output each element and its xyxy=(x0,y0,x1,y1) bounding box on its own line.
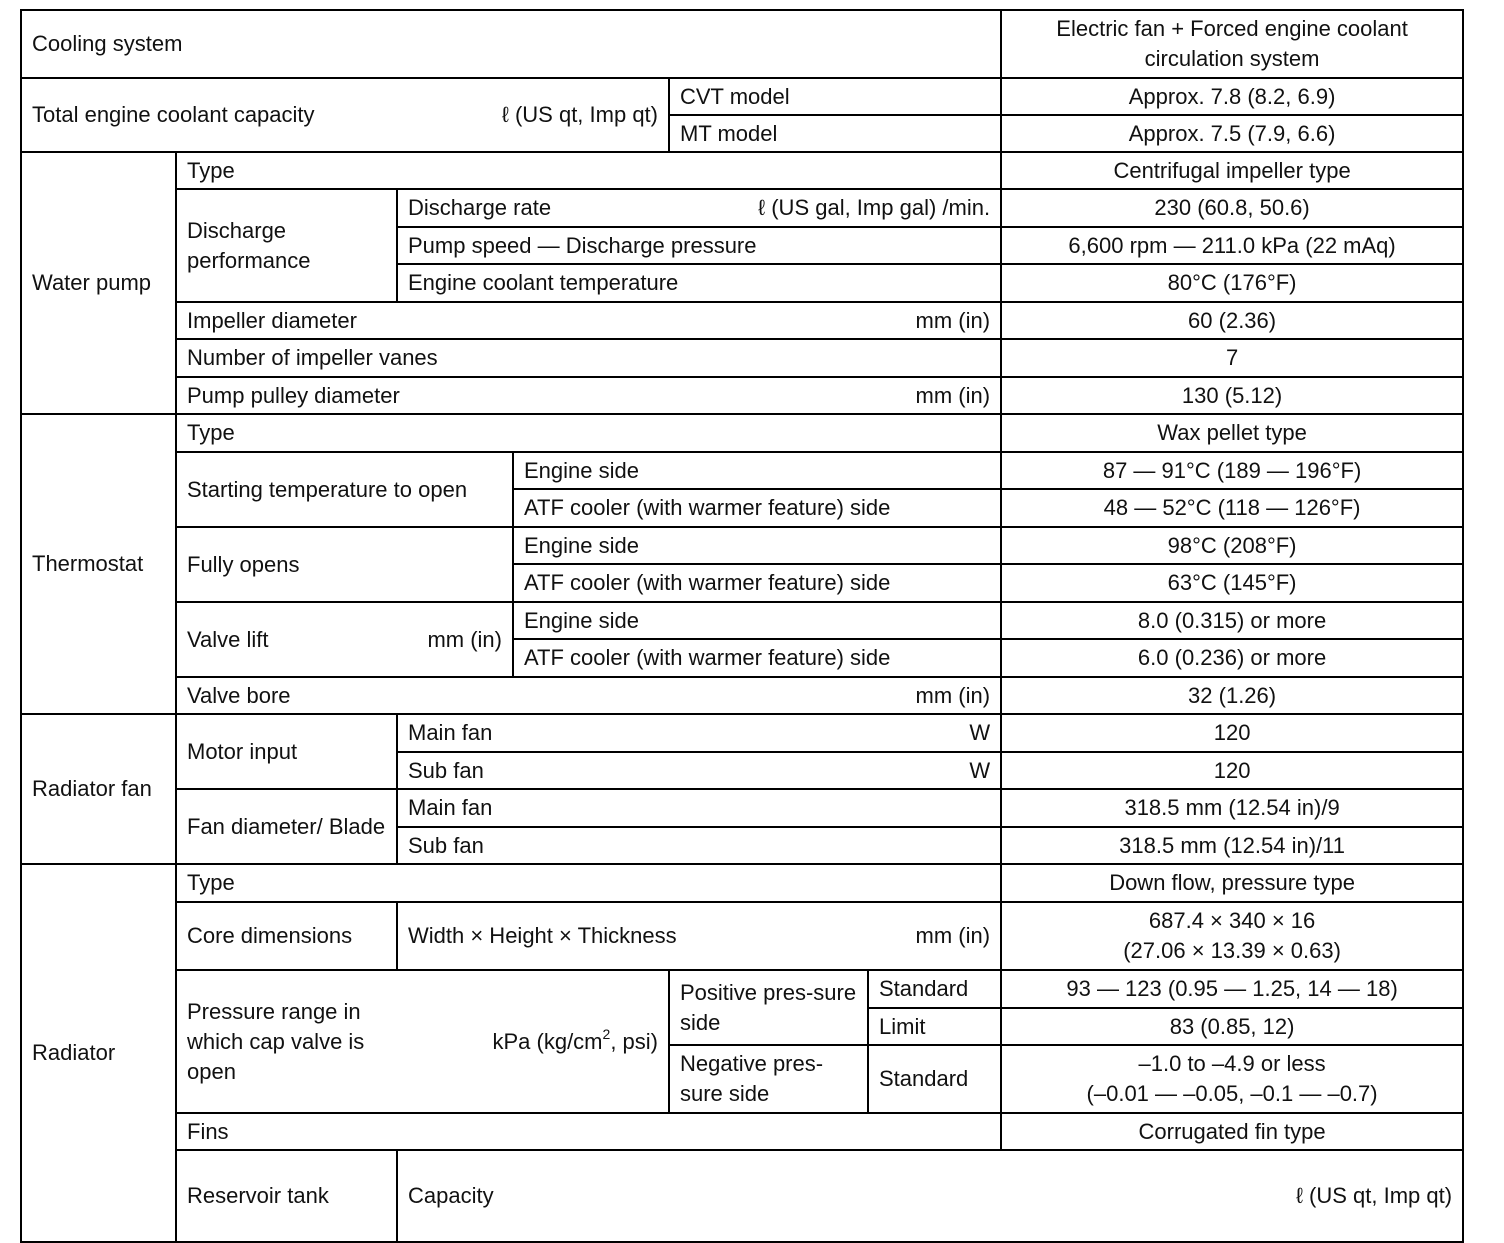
start-engine-side-label: Engine side xyxy=(513,452,1001,489)
mt-model-label: MT model xyxy=(669,115,1001,152)
lift-engine-side-value: 8.0 (0.315) or more xyxy=(1001,602,1463,639)
cooling-spec-table xyxy=(20,9,1464,1243)
impeller-diameter-unit: mm (in) xyxy=(915,307,991,333)
negative-standard-label: Standard xyxy=(868,1045,1001,1113)
pump-pulley-label: Pump pulley diameter xyxy=(187,382,400,408)
table-row xyxy=(21,189,1463,227)
sub-fan-input-value: 120 xyxy=(1001,752,1463,789)
core-dimensions-label: Core dimensions xyxy=(176,902,397,970)
fins-value: Corrugated fin type xyxy=(1001,1113,1463,1150)
core-dims-value-line1: 687.4 × 340 × 16 xyxy=(1148,908,1316,933)
table-row xyxy=(21,902,1463,970)
table-row xyxy=(21,152,1463,189)
spec-page xyxy=(20,9,1462,1219)
fully-opens-label: Fully opens xyxy=(176,527,513,602)
reservoir-capacity-label: Capacity xyxy=(408,1183,494,1208)
fully-engine-side-value: 98°C (208°F) xyxy=(1001,527,1463,564)
table-row xyxy=(21,377,1463,414)
impeller-diameter-label: Impeller diameter xyxy=(187,307,357,333)
sub-fan-watt-unit: W xyxy=(969,757,991,783)
negative-standard-value-line2: (–0.01 — –0.05, –0.1 — –0.7) xyxy=(1086,1081,1378,1106)
lift-engine-side-label: Engine side xyxy=(513,602,1001,639)
thermostat-type-label: Type xyxy=(176,414,1001,452)
negative-pressure-side-label: Negative pres-sure side xyxy=(669,1045,868,1113)
lift-atf-side-label: ATF cooler (with warmer feature) side xyxy=(513,639,1001,677)
valve-bore-unit: mm (in) xyxy=(915,682,991,708)
impeller-diameter-cell xyxy=(176,302,1001,339)
start-atf-side-label: ATF cooler (with warmer feature) side xyxy=(513,489,1001,527)
thermostat-group: Thermostat xyxy=(21,414,176,714)
cooling-system-label: Cooling system xyxy=(21,10,1001,78)
pump-pulley-cell xyxy=(176,377,1001,414)
negative-standard-value-cell xyxy=(1001,1045,1463,1113)
coolant-capacity-label-cell xyxy=(21,78,669,152)
impeller-diameter-value: 60 (2.36) xyxy=(1001,302,1463,339)
fully-atf-side-value: 63°C (145°F) xyxy=(1001,564,1463,602)
pressure-unit xyxy=(492,1027,658,1057)
main-fan-diameter-label: Main fan xyxy=(397,789,1001,827)
fully-engine-side-label: Engine side xyxy=(513,527,1001,564)
cooling-system-value: Electric fan + Forced engine coolant circulation system xyxy=(1001,10,1463,78)
table-row xyxy=(21,302,1463,339)
start-atf-side-value: 48 — 52°C (118 — 126°F) xyxy=(1001,489,1463,527)
table-row xyxy=(21,78,1463,115)
pump-speed-value: 6,600 rpm — 211.0 kPa (22 mAq) xyxy=(1001,227,1463,264)
core-dims-label: Width × Height × Thickness xyxy=(408,923,677,948)
pump-pulley-unit: mm (in) xyxy=(915,382,991,408)
fins-label: Fins xyxy=(176,1113,1001,1150)
fully-atf-side-label: ATF cooler (with warmer feature) side xyxy=(513,564,1001,602)
cvt-model-label: CVT model xyxy=(669,78,1001,115)
radiator-type-value: Down flow, pressure type xyxy=(1001,864,1463,902)
main-fan-input-cell xyxy=(397,714,1001,752)
coolant-capacity-label: Total engine coolant capacity xyxy=(32,102,315,127)
discharge-rate-label: Discharge rate xyxy=(408,195,552,220)
coolant-temperature-value: 80°C (176°F) xyxy=(1001,264,1463,302)
pump-pulley-value: 130 (5.12) xyxy=(1001,377,1463,414)
cvt-model-value: Approx. 7.8 (8.2, 6.9) xyxy=(1001,78,1463,115)
reservoir-tank-group: Reservoir tank xyxy=(176,1150,397,1242)
negative-standard-value-line1: –1.0 to –4.9 or less xyxy=(1138,1051,1326,1076)
positive-standard-value: 93 — 123 (0.95 — 1.25, 14 — 18) xyxy=(1001,970,1463,1008)
sub-fan-diameter-label: Sub fan xyxy=(397,827,1001,864)
core-dims-value-line2: (27.06 × 13.39 × 0.63) xyxy=(1123,938,1341,963)
radiator-type-label: Type xyxy=(176,864,1001,902)
impeller-vanes-value: 7 xyxy=(1001,339,1463,377)
water-pump-type-value: Centrifugal impeller type xyxy=(1001,152,1463,189)
table-row xyxy=(21,527,1463,564)
starting-temperature-label: Starting temperature to open xyxy=(176,452,513,527)
mt-model-value: Approx. 7.5 (7.9, 6.6) xyxy=(1001,115,1463,152)
table-row xyxy=(21,789,1463,827)
core-dims-unit: mm (in) xyxy=(915,923,991,948)
core-dims-value-cell xyxy=(1001,902,1463,970)
main-fan-label: Main fan xyxy=(408,720,493,745)
table-row xyxy=(21,452,1463,489)
table-row xyxy=(21,864,1463,902)
positive-pressure-side-label: Positive pres-sure side xyxy=(669,970,868,1045)
pressure-range-label: Pressure range in which cap valve is open xyxy=(187,998,365,1084)
discharge-performance-label: Discharge performance xyxy=(176,189,397,302)
reservoir-capacity-cell xyxy=(397,1150,1463,1242)
impeller-vanes-label: Number of impeller vanes xyxy=(176,339,1001,377)
thermostat-type-value: Wax pellet type xyxy=(1001,414,1463,452)
radiator-group: Radiator xyxy=(21,864,176,1242)
table-row xyxy=(21,1113,1463,1150)
coolant-capacity-unit: ℓ (US qt, Imp qt) xyxy=(501,102,658,127)
table-row xyxy=(21,1150,1463,1242)
fan-diameter-label: Fan diameter/ Blade xyxy=(176,789,397,864)
sub-fan-label: Sub fan xyxy=(408,757,484,783)
pressure-unit-tail: , psi) xyxy=(610,1028,658,1054)
discharge-rate-unit: ℓ (US gal, Imp gal) /min. xyxy=(758,195,991,220)
start-engine-side-value: 87 — 91°C (189 — 196°F) xyxy=(1001,452,1463,489)
reservoir-capacity-unit: ℓ (US qt, Imp qt) xyxy=(1295,1183,1453,1208)
table-row xyxy=(21,414,1463,452)
table-row xyxy=(21,10,1463,78)
lift-atf-side-value: 6.0 (0.236) or more xyxy=(1001,639,1463,677)
sub-fan-diameter-value: 318.5 mm (12.54 in)/11 xyxy=(1001,827,1463,864)
pump-speed-label: Pump speed — Discharge pressure xyxy=(397,227,1001,264)
positive-standard-label: Standard xyxy=(868,970,1001,1008)
valve-lift-unit: mm (in) xyxy=(427,626,502,652)
pressure-unit-text: kPa (kg/cm xyxy=(492,1028,603,1054)
table-row xyxy=(21,602,1463,639)
discharge-rate-value: 230 (60.8, 50.6) xyxy=(1001,189,1463,227)
motor-input-label: Motor input xyxy=(176,714,397,789)
table-row xyxy=(21,677,1463,714)
main-fan-diameter-value: 318.5 mm (12.54 in)/9 xyxy=(1001,789,1463,827)
valve-lift-label: Valve lift xyxy=(187,626,269,652)
table-row xyxy=(21,339,1463,377)
coolant-temperature-label: Engine coolant temperature xyxy=(397,264,1001,302)
positive-limit-label: Limit xyxy=(868,1008,1001,1045)
valve-lift-cell xyxy=(176,602,513,677)
water-pump-group: Water pump xyxy=(21,152,176,414)
core-dims-cell xyxy=(397,902,1001,970)
sub-fan-input-cell xyxy=(397,752,1001,789)
valve-bore-cell xyxy=(176,677,1001,714)
main-fan-input-value: 120 xyxy=(1001,714,1463,752)
radiator-fan-group: Radiator fan xyxy=(21,714,176,864)
pressure-unit-sup: 2 xyxy=(602,1025,611,1042)
water-pump-type-label: Type xyxy=(176,152,1001,189)
discharge-rate-cell xyxy=(397,189,1001,227)
valve-bore-value: 32 (1.26) xyxy=(1001,677,1463,714)
valve-bore-label: Valve bore xyxy=(187,682,291,708)
pressure-range-cell xyxy=(176,970,669,1113)
table-row xyxy=(21,970,1463,1008)
table-row xyxy=(21,714,1463,752)
positive-limit-value: 83 (0.85, 12) xyxy=(1001,1008,1463,1045)
main-fan-watt-unit: W xyxy=(969,720,991,745)
